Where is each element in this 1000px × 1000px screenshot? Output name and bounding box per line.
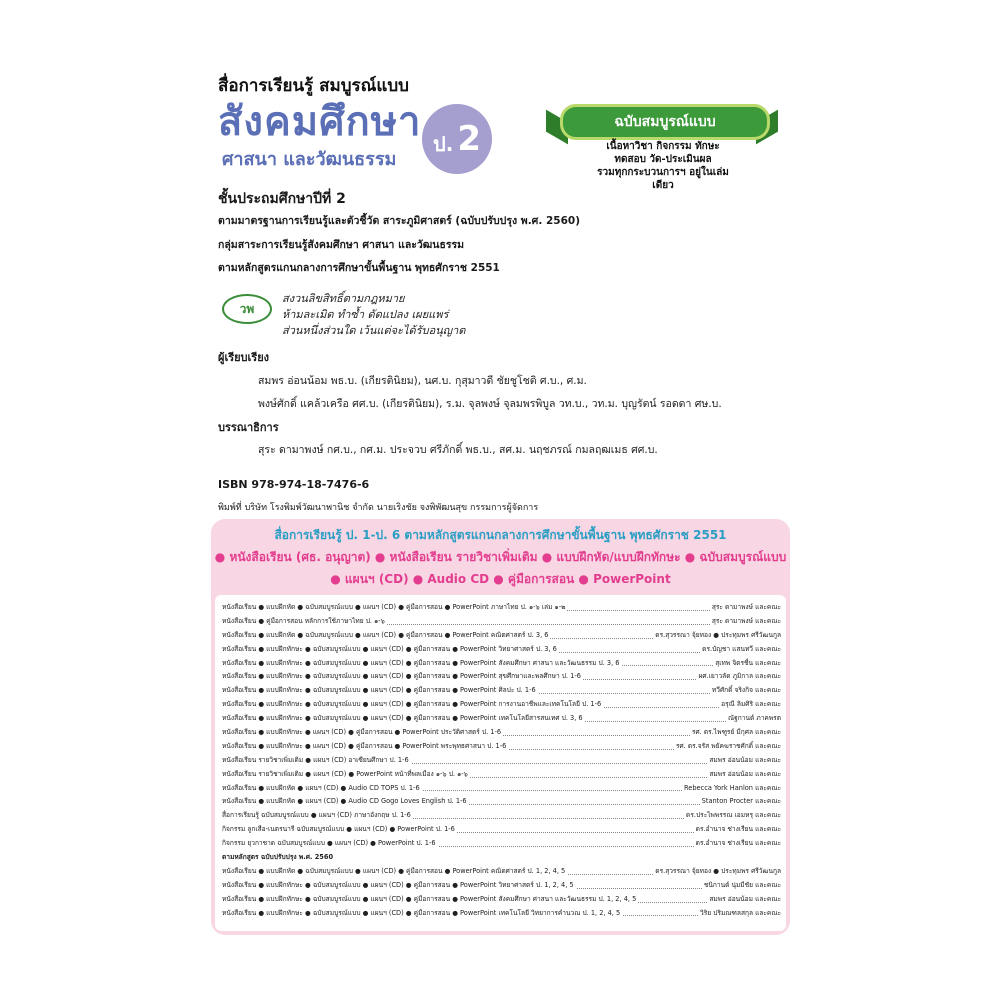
catalog-item-text: หนังสือเรียน รายวิชาเพิ่มเติม ● แผนฯ (CD) ● PowerPoint หน้าที่พลเมือง ๑-๖ ป. ๑-๖ bbox=[222, 769, 468, 778]
catalog-item-wrap bbox=[222, 809, 684, 823]
catalog-item-wrap bbox=[222, 684, 710, 698]
catalog-item-text: หนังสือเรียน ● แบบฝึกหัด ● แผนฯ (CD) ● Audio CD Gogo Loves English ป. 1-6 bbox=[222, 797, 467, 806]
catalog-item-author: ดร.บัญชา แสนทวี และคณะ bbox=[702, 644, 781, 653]
catalog-item-text: หนังสือเรียน ● แบบฝึกทักษะ ● ฉบับสมบูรณ์แบบ ● แผนฯ (CD) ● คู่มือการสอน ● PowerPoint สุขศึกษาและพลศึกษา ป. 1-6 bbox=[222, 672, 581, 681]
catalog-item-wrap bbox=[222, 865, 653, 879]
catalog-item-author: ดร.สุวรรณา จุ้ยทอง ● ประทุมพร ศรีวัฒนกูล bbox=[655, 630, 781, 639]
catalog-row bbox=[222, 809, 781, 823]
catalog-row bbox=[222, 726, 781, 740]
catalog-item-text: หนังสือเรียน ● แบบฝึกทักษะ ● ฉบับสมบูรณ์แบบ ● แผนฯ (CD) ● คู่มือการสอน ● PowerPoint สังคมศึกษา ศาสนา และวัฒนธรรม ป. 3, 6 bbox=[222, 658, 620, 667]
catalog-item-text: หนังสือเรียน ● แบบฝึกหัด ● ฉบับสมบูรณ์แบบ ● แผนฯ (CD) ● คู่มือการสอน ● PowerPoint ภาษาไทย ป. ๑-๖ เล่ม ๑-๒ bbox=[222, 603, 566, 611]
catalog-item-wrap bbox=[222, 754, 707, 768]
catalog-item-wrap bbox=[222, 768, 707, 782]
copyright-line: ห้ามละเมิด ทำซ้ำ ดัดแปลง เผยแพร่ bbox=[282, 308, 449, 321]
catalog-item-author: รศ. ดร.จรัส พยัคฆราชศักดิ์ และคณะ bbox=[675, 741, 781, 750]
catalog-item-author: Stanton Procter และคณะ bbox=[701, 797, 781, 806]
catalog-item-text: หนังสือเรียน ● แบบฝึกหัด ● ฉบับสมบูรณ์แบบ ● แผนฯ (CD) ● คู่มือการสอน ● PowerPoint คณิตศาสตร์ ป. 1, 2, 4, 5 bbox=[222, 866, 566, 875]
catalog-row bbox=[222, 684, 781, 698]
catalog-row bbox=[222, 740, 781, 754]
catalog-item-wrap bbox=[222, 782, 682, 796]
grade-prefix: ป. bbox=[433, 132, 454, 156]
catalog-item-text: หนังสือเรียน ● แบบฝึกทักษะ ● ฉบับสมบูรณ์แบบ ● แผนฯ (CD) ● คู่มือการสอน ● PowerPoint เทคโนโลยีสารสนเทศ ป. 3, 6 bbox=[222, 714, 583, 723]
catalog-row bbox=[222, 615, 781, 629]
catalog-row bbox=[222, 601, 781, 615]
catalog-row bbox=[222, 837, 781, 851]
catalog-item-author: วิริย ปริมณฑลสกุล และคณะ bbox=[700, 908, 781, 917]
catalog-item-author: ทวีศักดิ์ จริงกิจ และคณะ bbox=[711, 686, 781, 695]
catalog-item-wrap bbox=[222, 851, 779, 865]
edition-ribbon bbox=[546, 96, 778, 196]
author-line: พงษ์ศักดิ์ แคล้วเครือ ศศ.บ. (เกียรตินิยม), ร.ม. จุลพงษ์ จุลมพรพิบูล วท.บ., วท.ม. บุญรัตน์ รอดดา ศษ.บ. bbox=[258, 398, 722, 410]
authors-label: ผู้เรียบเรียง bbox=[218, 351, 270, 364]
catalog-item-wrap bbox=[222, 907, 698, 921]
catalog-item-author bbox=[779, 851, 781, 865]
printer-info: พิมพ์ที่ บริษัท โรงพิมพ์วัฒนาพานิช จำกัด นายเริงชัย จงพิพัฒนสุข กรรมการผู้จัดการ bbox=[218, 503, 539, 513]
catalog-item-text: หนังสือเรียน ● แบบฝึกทักษะ ● แผนฯ (CD) ● คู่มือการสอน ● PowerPoint ประวัติศาสตร์ ป. 1-6 bbox=[222, 728, 502, 737]
catalog-item-text: ตามหลักสูตร ฉบับปรับปรุง พ.ศ. 2560 bbox=[222, 853, 334, 862]
series-title: สื่อการเรียนรู้ สมบูรณ์แบบ bbox=[218, 76, 409, 96]
catalog-item-author: สุเทพ จิตรชื่น และคณะ bbox=[715, 658, 781, 667]
ribbon-line: เนื้อหาวิชา กิจกรรม ทักษะ bbox=[606, 141, 720, 152]
catalog-item-wrap bbox=[222, 643, 700, 657]
catalog-item-author: สมพร อ่อนน้อม และคณะ bbox=[709, 755, 781, 764]
catalog-list bbox=[222, 601, 781, 920]
catalog-row bbox=[222, 670, 781, 684]
catalog-row bbox=[222, 823, 781, 837]
catalog-item-author: ดร.อำนาจ ช่างเรียน และคณะ bbox=[695, 839, 781, 848]
catalog-item-author: ดร.อำนาจ ช่างเรียน และคณะ bbox=[695, 825, 781, 834]
catalog-item-text: หนังสือเรียน ● คู่มือการสอน หลักการใช้ภาษาไทย ป. ๑-๖ bbox=[222, 616, 385, 625]
catalog-item-wrap bbox=[222, 629, 653, 643]
catalog-item-text: หนังสือเรียน ● แบบฝึกหัด ● แผนฯ (CD) ● Audio CD TOPS ป. 1-6 bbox=[222, 783, 420, 792]
catalog-item-text: สื่อการเรียนรู้ ฉบับสมบูรณ์แบบ ● แผนฯ (CD) ภาษาอังกฤษ ป. 1-6 bbox=[222, 811, 411, 820]
catalog-row bbox=[222, 865, 781, 879]
catalog-item-author: อรุณี ลิมศิริ และคณะ bbox=[721, 700, 781, 709]
grade-number: 2 bbox=[457, 119, 481, 159]
catalog-item-author: รศ. ดร.ไพฑูรย์ มีกุศล และคณะ bbox=[691, 728, 781, 737]
editor-line: สุระ ดามาพงษ์ กศ.บ., กศ.ม. ประจวบ ศรีภักดิ์ พธ.บ., สศ.ม. นฤชภรณ์ กมลฤฒเมธ ศศ.บ. bbox=[258, 444, 658, 456]
catalog-row bbox=[222, 907, 781, 921]
catalog-item-wrap bbox=[222, 893, 707, 907]
catalog-item-wrap bbox=[222, 837, 694, 851]
catalog-item-wrap bbox=[222, 879, 702, 893]
catalog-item-wrap bbox=[222, 726, 690, 740]
catalog-item-wrap bbox=[222, 601, 710, 615]
copyright-line: ส่วนหนึ่งส่วนใด เว้นแต่จะได้รับอนุญาต bbox=[282, 324, 466, 337]
catalog-item-text: หนังสือเรียน ● แบบฝึกทักษะ ● แผนฯ (CD) ● คู่มือการสอน ● PowerPoint พระพุทธศาสนา ป. 1-6 bbox=[222, 741, 507, 750]
catalog-item-author: สุระ ดามาพงษ์ และคณะ bbox=[711, 616, 781, 625]
promo-products: ● หนังสือเรียน (ศธ. อนุญาต) ● หนังสือเรียน รายวิชาเพิ่มเติม ● แบบฝึกหัด/แบบฝึกทักษะ ● ฉบับสมบูรณ์แบบ bbox=[214, 550, 787, 564]
ribbon-line: รวมทุกกระบวนการฯ อยู่ในเล่มเดียว bbox=[597, 167, 729, 191]
catalog-item-text: กิจกรรม ยุวกาชาด ฉบับสมบูรณ์แบบ ● แผนฯ (CD) ● PowerPoint ป. 1-6 bbox=[222, 839, 436, 848]
ribbon-features bbox=[588, 140, 738, 192]
catalog-item-wrap bbox=[222, 657, 713, 671]
catalog-item-wrap bbox=[222, 795, 700, 809]
catalog-item-wrap bbox=[222, 698, 719, 712]
catalog-item-wrap bbox=[222, 615, 710, 629]
catalog-item-text: หนังสือเรียน ● แบบฝึกทักษะ ● ฉบับสมบูรณ์แบบ ● แผนฯ (CD) ● คู่มือการสอน ● PowerPoint วิทยาศาสตร์ ป. 1, 2, 4, 5 bbox=[222, 880, 574, 889]
catalog-row bbox=[222, 851, 781, 865]
catalog-item-author: สมพร อ่อนน้อม และคณะ bbox=[709, 769, 781, 778]
catalog-item-author: ดร.สุวรรณา จุ้ยทอง ● ประทุมพร ศรีวัฒนกูล bbox=[655, 866, 781, 875]
promo-title: สื่อการเรียนรู้ ป. 1-ป. 6 ตามหลักสูตรแกนกลางการศึกษาขั้นพื้นฐาน พุทธศักราช 2551 bbox=[274, 528, 727, 542]
catalog-item-text: หนังสือเรียน ● แบบฝึกทักษะ ● ฉบับสมบูรณ์แบบ ● แผนฯ (CD) ● คู่มือการสอน ● PowerPoint เทคโนโลยี วิทยาการคำนวณ ป. 1, 2, 4, 5 bbox=[222, 908, 621, 917]
catalog-item-text: หนังสือเรียน ● แบบฝึกหัด ● ฉบับสมบูรณ์แบบ ● แผนฯ (CD) ● คู่มือการสอน ● PowerPoint คณิตศาสตร์ ป. 3, 6 bbox=[222, 630, 549, 639]
catalog-row bbox=[222, 657, 781, 671]
catalog-item-author: ผศ.เยาวลัด ภูมิกาล และคณะ bbox=[698, 672, 781, 681]
info-line: กลุ่มสาระการเรียนรู้สังคมศึกษา ศาสนา และวัฒนธรรม bbox=[218, 239, 465, 251]
catalog-row bbox=[222, 782, 781, 796]
catalog-item-author: ดร.ประไพพรรณ เอมหรุ และคณะ bbox=[686, 811, 781, 820]
editors-label: บรรณาธิการ bbox=[218, 421, 279, 434]
catalog-item-text: หนังสือเรียน ● แบบฝึกทักษะ ● ฉบับสมบูรณ์แบบ ● แผนฯ (CD) ● คู่มือการสอน ● PowerPoint สังคมศึกษา ศาสนา และวัฒนธรรม ป. 1, 2, 4, 5 bbox=[222, 894, 637, 903]
info-line: ตามหลักสูตรแกนกลางการศึกษาขั้นพื้นฐาน พุทธศักราช 2551 bbox=[218, 262, 500, 274]
catalog-item-author: สุระ ดามาพงษ์ และคณะ bbox=[711, 603, 781, 611]
catalog-row bbox=[222, 754, 781, 768]
catalog-item-author: Rebecca York Hanlon และคณะ bbox=[683, 783, 781, 792]
isbn: ISBN 978-974-18-7476-6 bbox=[218, 478, 370, 491]
catalog-row bbox=[222, 768, 781, 782]
catalog-item-text: กิจกรรม ลูกเสือ-เนตรนารี ฉบับสมบูรณ์แบบ ● แผนฯ (CD) ● PowerPoint ป. 1-6 bbox=[222, 825, 455, 834]
catalog-row bbox=[222, 879, 781, 893]
book-title: สังคมศึกษา bbox=[218, 99, 422, 145]
info-line: ตามมาตรฐานการเรียนรู้และตัวชี้วัด สาระภูมิศาสตร์ (ฉบับปรับปรุง พ.ศ. 2560) bbox=[218, 215, 581, 227]
catalog-item-author: ชนิกานต์ นุ่มมีชัย และคณะ bbox=[703, 880, 781, 889]
catalog-item-text: หนังสือเรียน ● แบบฝึกทักษะ ● ฉบับสมบูรณ์แบบ ● แผนฯ (CD) ● คู่มือการสอน ● PowerPoint วิทยาศาสตร์ ป. 3, 6 bbox=[222, 644, 557, 653]
catalog-item-text: หนังสือเรียน ● แบบฝึกทักษะ ● ฉบับสมบูรณ์แบบ ● แผนฯ (CD) ● คู่มือการสอน ● PowerPoint ศิลปะ ป. 1-6 bbox=[222, 686, 536, 695]
catalog-row bbox=[222, 893, 781, 907]
catalog-row bbox=[222, 698, 781, 712]
catalog-item-wrap bbox=[222, 670, 696, 684]
catalog-item-wrap bbox=[222, 823, 694, 837]
catalog-item-wrap bbox=[222, 712, 726, 726]
catalog-item-text: หนังสือเรียน รายวิชาเพิ่มเติม ● แผนฯ (CD) อาเซียนศึกษา ป. 1-6 bbox=[222, 755, 409, 764]
ribbon-label: ฉบับสมบูรณ์แบบ bbox=[560, 104, 770, 140]
book-subtitle: ศาสนา และวัฒนธรรม bbox=[222, 149, 397, 170]
ribbon-line: ทดสอบ วัด-ประเมินผล bbox=[614, 154, 712, 165]
catalog-item-author: ณัฐกานต์ ภาคพรต bbox=[728, 714, 781, 723]
promo-products: ● แผนฯ (CD) ● Audio CD ● คู่มือการสอน ● PowerPoint bbox=[330, 572, 671, 586]
publisher-logo: วพ bbox=[222, 294, 272, 324]
catalog-row bbox=[222, 795, 781, 809]
catalog-row bbox=[222, 643, 781, 657]
author-line: สมพร อ่อนน้อม พธ.บ. (เกียรตินิยม), นศ.บ. กุสุมาวดี ชัยชูโชติ ศ.บ., ศ.ม. bbox=[258, 375, 587, 387]
catalog-row bbox=[222, 712, 781, 726]
catalog-row bbox=[222, 629, 781, 643]
grade-badge bbox=[422, 104, 492, 174]
catalog-item-wrap bbox=[222, 740, 674, 754]
catalog-item-text: หนังสือเรียน ● แบบฝึกทักษะ ● ฉบับสมบูรณ์แบบ ● แผนฯ (CD) ● คู่มือการสอน ● PowerPoint การงานอาชีพและเทคโนโลยี ป. 1-6 bbox=[222, 700, 602, 709]
grade-level: ชั้นประถมศึกษาปีที่ 2 bbox=[218, 191, 346, 207]
catalog-item-author: สมพร อ่อนน้อม และคณะ bbox=[709, 894, 781, 903]
copyright-line: สงวนลิขสิทธิ์ตามกฎหมาย bbox=[282, 292, 405, 305]
